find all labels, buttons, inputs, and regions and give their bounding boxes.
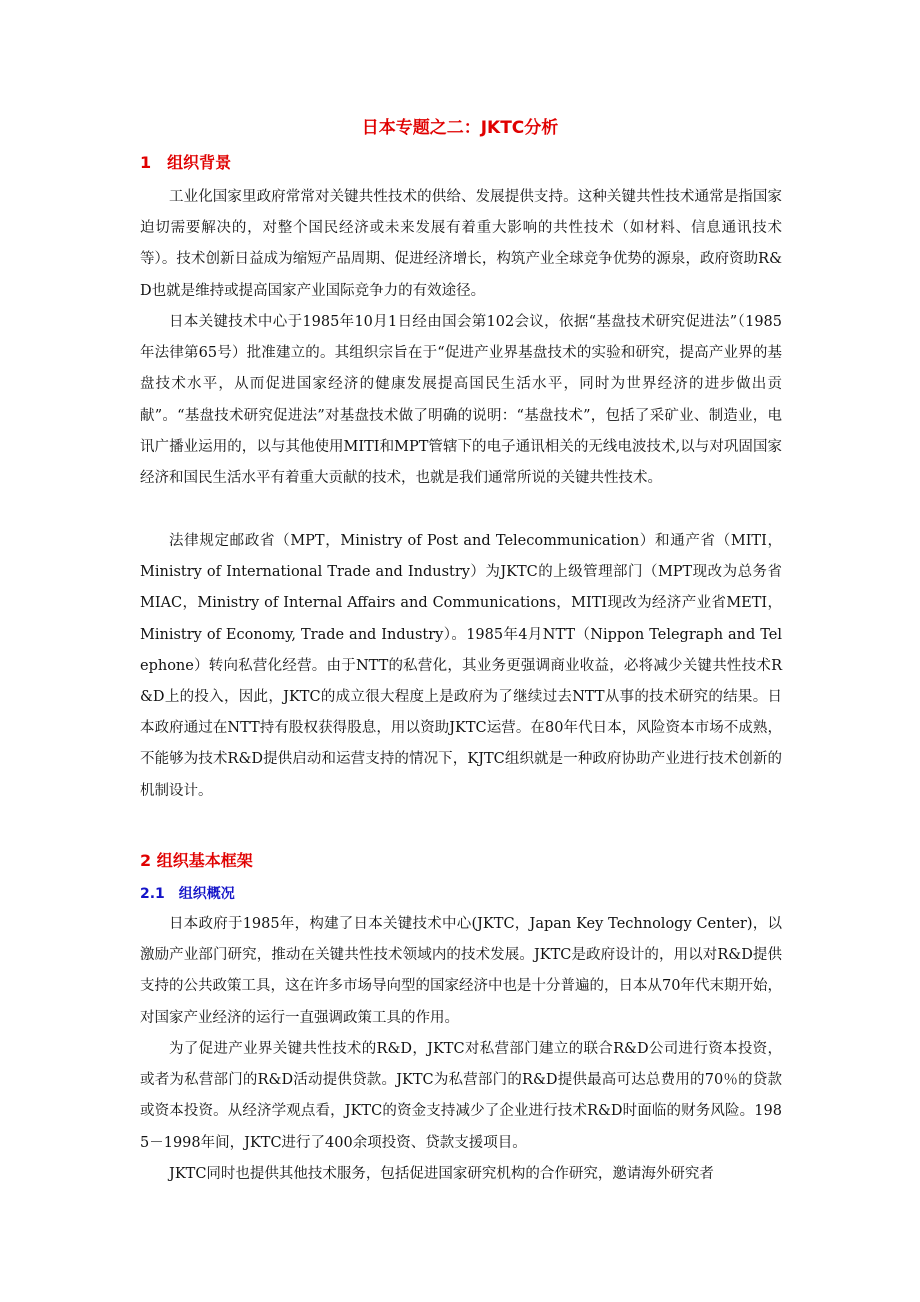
section-1-paragraph-3: 法律规定邮政省（MPT，Ministry of Post and Telecommunication）和通产省（MITI，Ministry of International Trade and Industry）为JKTC的上级管理部门（MPT现改为总务省MIAC，Ministry of Internal Affairs and Communications，MITI现改为经济产业省METI，Ministry of Economy, Trade and Industry）。1985年4月NTT（Nippon Telegraph and Telephone）转向私营化经营。由于NTT的私营化，其业务更强调商业收益，必将减少关键共性技术R&D上的投入，因此，JKTC的成立很大程度上是政府为了继续过去NTT从事的技术研究的结果。日本政府通过在NTT持有股权获得股息，用以资助JKTC运营。在80年代日本，风险资本市场不成熟，不能够为技术R&D提供启动和运营支持的情况下，KJTC组织就是一种政府协助产业进行技术创新的机制设计。 <box>140 533 782 799</box>
section-1-paragraph-2: 日本关键技术中心于1985年10月1日经由国会第102会议，依据“基盘技术研究促进法”（1985年法律第65号）批准建立的。其组织宗旨在于“促进产业界基盘技术的实验和研究，提高产业界的基盘技术水平，从而促进国家经济的健康发展提高国民生活水平，同时为世界经济的进步做出贡献”。“基盘技术研究促进法”对基盘技术做了明确的说明：“基盘技术”，包括了采矿业、制造业，电讯广播业运用的，以与其他使用MITI和MPT管辖下的电子通讯相关的无线电波技术,以与对巩固国家经济和国民生活水平有着重大贡献的技术，也就是我们通常所说的关键共性技术。 <box>140 314 782 487</box>
section-1-heading: 1 组织背景 <box>140 153 232 172</box>
section-2-heading: 2 组织基本框架 <box>140 851 253 870</box>
subsection-2-1-paragraph-1: 日本政府于1985年，构建了日本关键技术中心(JKTC，Japan Key Technology Center)，以激励产业部门研究，推动在关键共性技术领域内的技术发展。JKTC是政府设计的，用以对R&D提供支持的公共政策工具，这在许多市场导向型的国家经济中也是十分普遍的，日本从70年代末期开始，对国家产业经济的运行一直强调政策工具的作用。 <box>140 916 782 1026</box>
section-1-paragraph-1: 工业化国家里政府常常对关键共性技术的供给、发展提供支持。这种关键共性技术通常是指国家迫切需要解决的，对整个国民经济或未来发展有着重大影响的共性技术（如材料、信息通讯技术等）。技术创新日益成为缩短产品周期、促进经济增长，构筑产业全球竞争优势的源泉，政府资助R&D也就是维持或提高国家产业国际竞争力的有效途径。 <box>140 189 782 299</box>
subsection-2-1-heading: 2.1 组织概况 <box>140 886 235 902</box>
subsection-2-1-paragraph-3: JKTC同时也提供其他技术服务，包括促进国家研究机构的合作研究，邀请海外研究者 <box>169 1166 714 1182</box>
document-title: 日本专题之二：JKTC分析 <box>361 118 559 138</box>
subsection-2-1-paragraph-2: 为了促进产业界关键共性技术的R&D，JKTC对私营部门建立的联合R&D公司进行资本投资，或者为私营部门的R&D活动提供贷款。JKTC为私营部门的R&D提供最高可达总费用的70％的贷款或资本投资。从经济学观点看，JKTC的资金支持减少了企业进行技术R&D时面临的财务风险。1985－1998年间，JKTC进行了400余项投资、贷款支援项目。 <box>140 1041 782 1151</box>
